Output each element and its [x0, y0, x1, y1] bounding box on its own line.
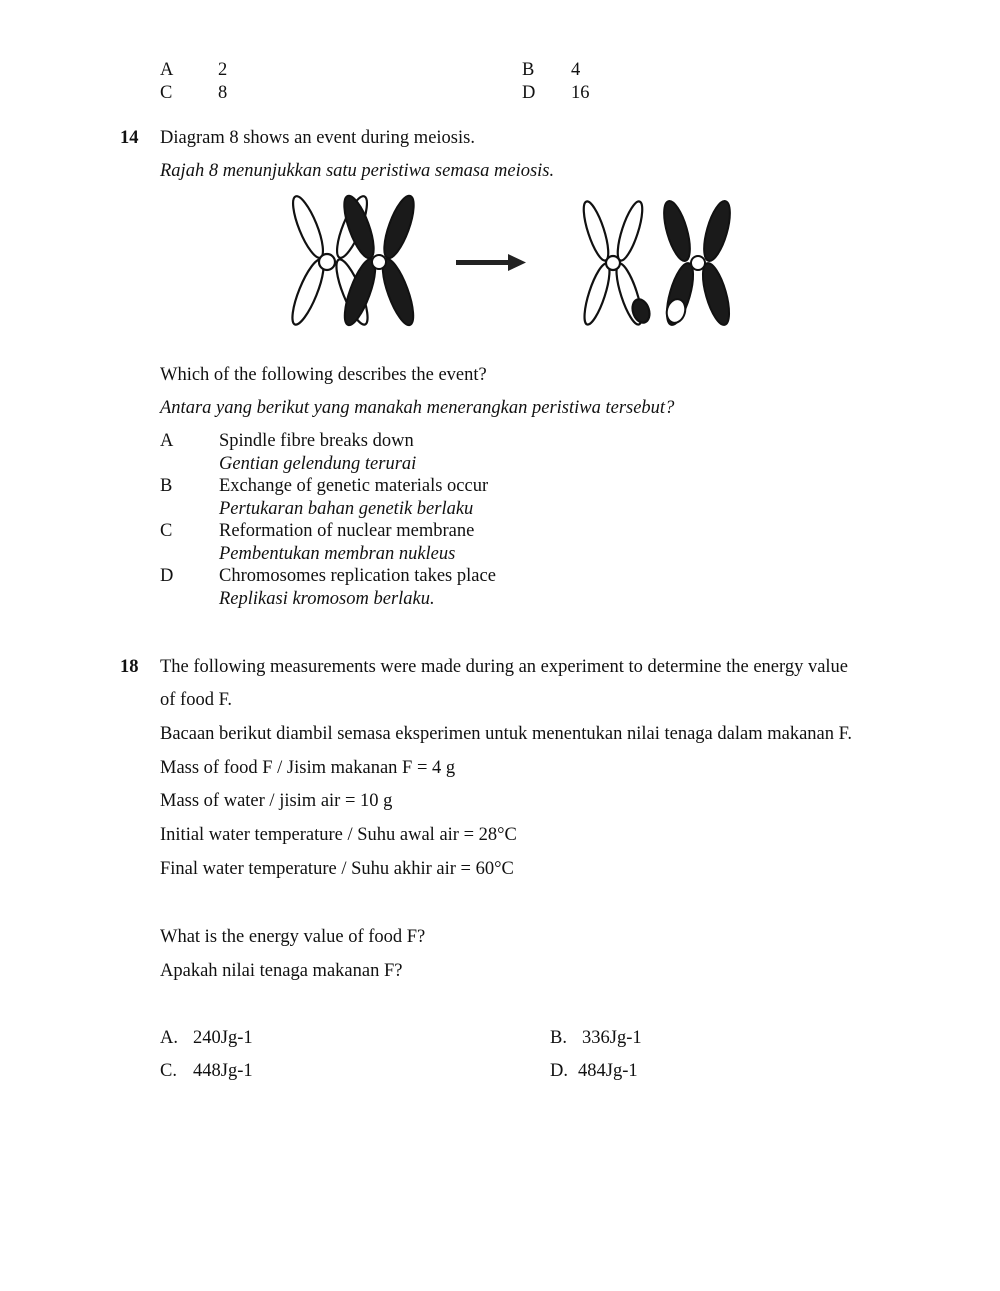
option-letter: A: [160, 60, 174, 80]
option-text-translation: Pembentukan membran nukleus: [219, 544, 456, 564]
option-text: 484Jg-1: [578, 1061, 638, 1081]
option-text-translation: Replikasi kromosom berlaku.: [219, 589, 435, 609]
option-text: 16: [571, 83, 590, 103]
measurement-line: Mass of food F / Jisim makanan F = 4 g: [160, 758, 456, 778]
option-letter: C: [160, 521, 173, 541]
meiosis-crossing-over-diagram: [280, 190, 750, 335]
option-text: Chromosomes replication takes place: [219, 566, 496, 586]
option-text-translation: Gentian gelendung terurai: [219, 454, 417, 474]
question-text-translation: Apakah nilai tenaga makanan F?: [160, 961, 403, 981]
option-text: 4: [571, 60, 581, 80]
question-text: What is the energy value of food F?: [160, 927, 426, 947]
option-text: 240Jg-1: [193, 1028, 253, 1048]
option-letter: D: [160, 566, 174, 586]
option-text: Reformation of nuclear membrane: [219, 521, 475, 541]
arrow-icon: [456, 254, 526, 271]
option-text: 336Jg-1: [582, 1028, 642, 1048]
question-stem: Diagram 8 shows an event during meiosis.: [160, 128, 475, 148]
question-stem-translation: Bacaan berikut diambil semasa eksperimen untuk menentukan nilai tenaga dalam makanan F.: [160, 724, 853, 744]
option-letter: D: [522, 83, 536, 103]
option-text: Exchange of genetic materials occur: [219, 476, 489, 496]
option-label: A.: [160, 1028, 178, 1048]
question-stem-continued: of food F.: [160, 690, 233, 710]
question-stem: The following measurements were made during an experiment to determine the energy value: [160, 657, 849, 677]
option-text: 8: [218, 83, 228, 103]
question-text-translation: Antara yang berikut yang manakah menerangkan peristiwa tersebut?: [160, 398, 675, 418]
black-chromosome-before: [338, 193, 419, 329]
option-letter: B: [522, 60, 535, 80]
measurement-line: Mass of water / jisim air = 10 g: [160, 791, 393, 811]
option-letter: C: [160, 83, 173, 103]
option-text: 448Jg-1: [193, 1061, 253, 1081]
white-chromosome-after: [579, 199, 653, 327]
option-text: Spindle fibre breaks down: [219, 431, 414, 451]
option-label: D.: [550, 1061, 568, 1081]
question-number: 14: [120, 128, 139, 148]
black-chromosome-after: [659, 198, 735, 327]
option-text-translation: Pertukaran bahan genetik berlaku: [219, 499, 474, 519]
option-text: 2: [218, 60, 228, 80]
option-label: B.: [550, 1028, 567, 1048]
option-letter: A: [160, 431, 174, 451]
question-text: Which of the following describes the event?: [160, 365, 487, 385]
option-label: C.: [160, 1061, 177, 1081]
measurement-line: Final water temperature / Suhu akhir air = 60°C: [160, 859, 514, 879]
measurement-line: Initial water temperature / Suhu awal air = 28°C: [160, 825, 517, 845]
question-stem-translation: Rajah 8 menunjukkan satu peristiwa semasa meiosis.: [160, 161, 555, 181]
question-number: 18: [120, 657, 139, 677]
option-letter: B: [160, 476, 173, 496]
